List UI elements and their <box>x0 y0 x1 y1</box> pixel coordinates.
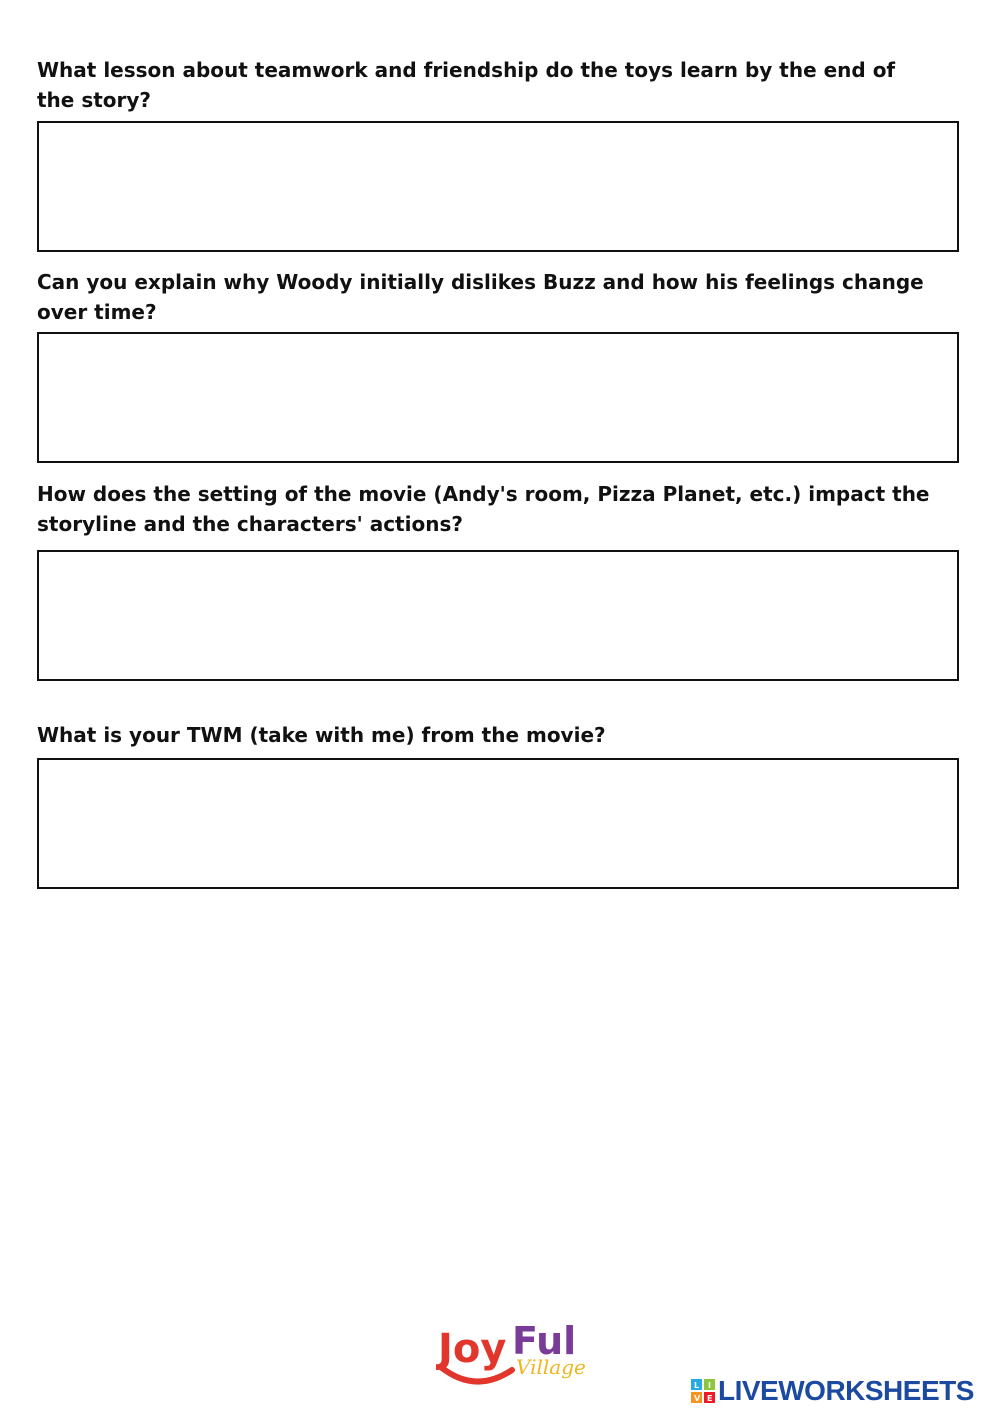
answer-box-2[interactable] <box>37 332 959 463</box>
answer-box-1[interactable] <box>37 121 959 252</box>
logo-ful-text: Ful <box>512 1319 577 1363</box>
question-2-text: Can you explain why Woody initially dislikes Buzz and how his feelings change over time? <box>37 270 924 324</box>
liveworksheets-icon <box>691 1379 715 1403</box>
answer-input-4[interactable] <box>39 760 957 887</box>
answer-input-3[interactable] <box>39 552 957 679</box>
logo-village-text: Village <box>516 1355 586 1379</box>
svg-text:L: L <box>694 1381 700 1390</box>
answer-input-1[interactable] <box>39 123 957 250</box>
answer-box-4[interactable] <box>37 758 959 889</box>
svg-text:E: E <box>707 1394 713 1403</box>
question-4-text: What is your TWM (take with me) from the movie? <box>37 723 606 747</box>
logo-joy-text: Joy <box>438 1326 507 1372</box>
svg-text:I: I <box>708 1381 711 1390</box>
question-1-text: What lesson about teamwork and friendship do the toys learn by the end of the story? <box>37 58 896 112</box>
svg-text:V: V <box>694 1394 701 1403</box>
liveworksheets-brand <box>691 1373 974 1409</box>
answer-box-3[interactable] <box>37 550 959 681</box>
answer-input-2[interactable] <box>39 334 957 461</box>
question-3-text: How does the setting of the movie (Andy's room, Pizza Planet, etc.) impact the storyline and the characters' actions? <box>37 482 930 536</box>
joyful-village-logo <box>436 1318 586 1394</box>
liveworksheets-wordmark: LIVEWORKSHEETS <box>718 1375 974 1406</box>
